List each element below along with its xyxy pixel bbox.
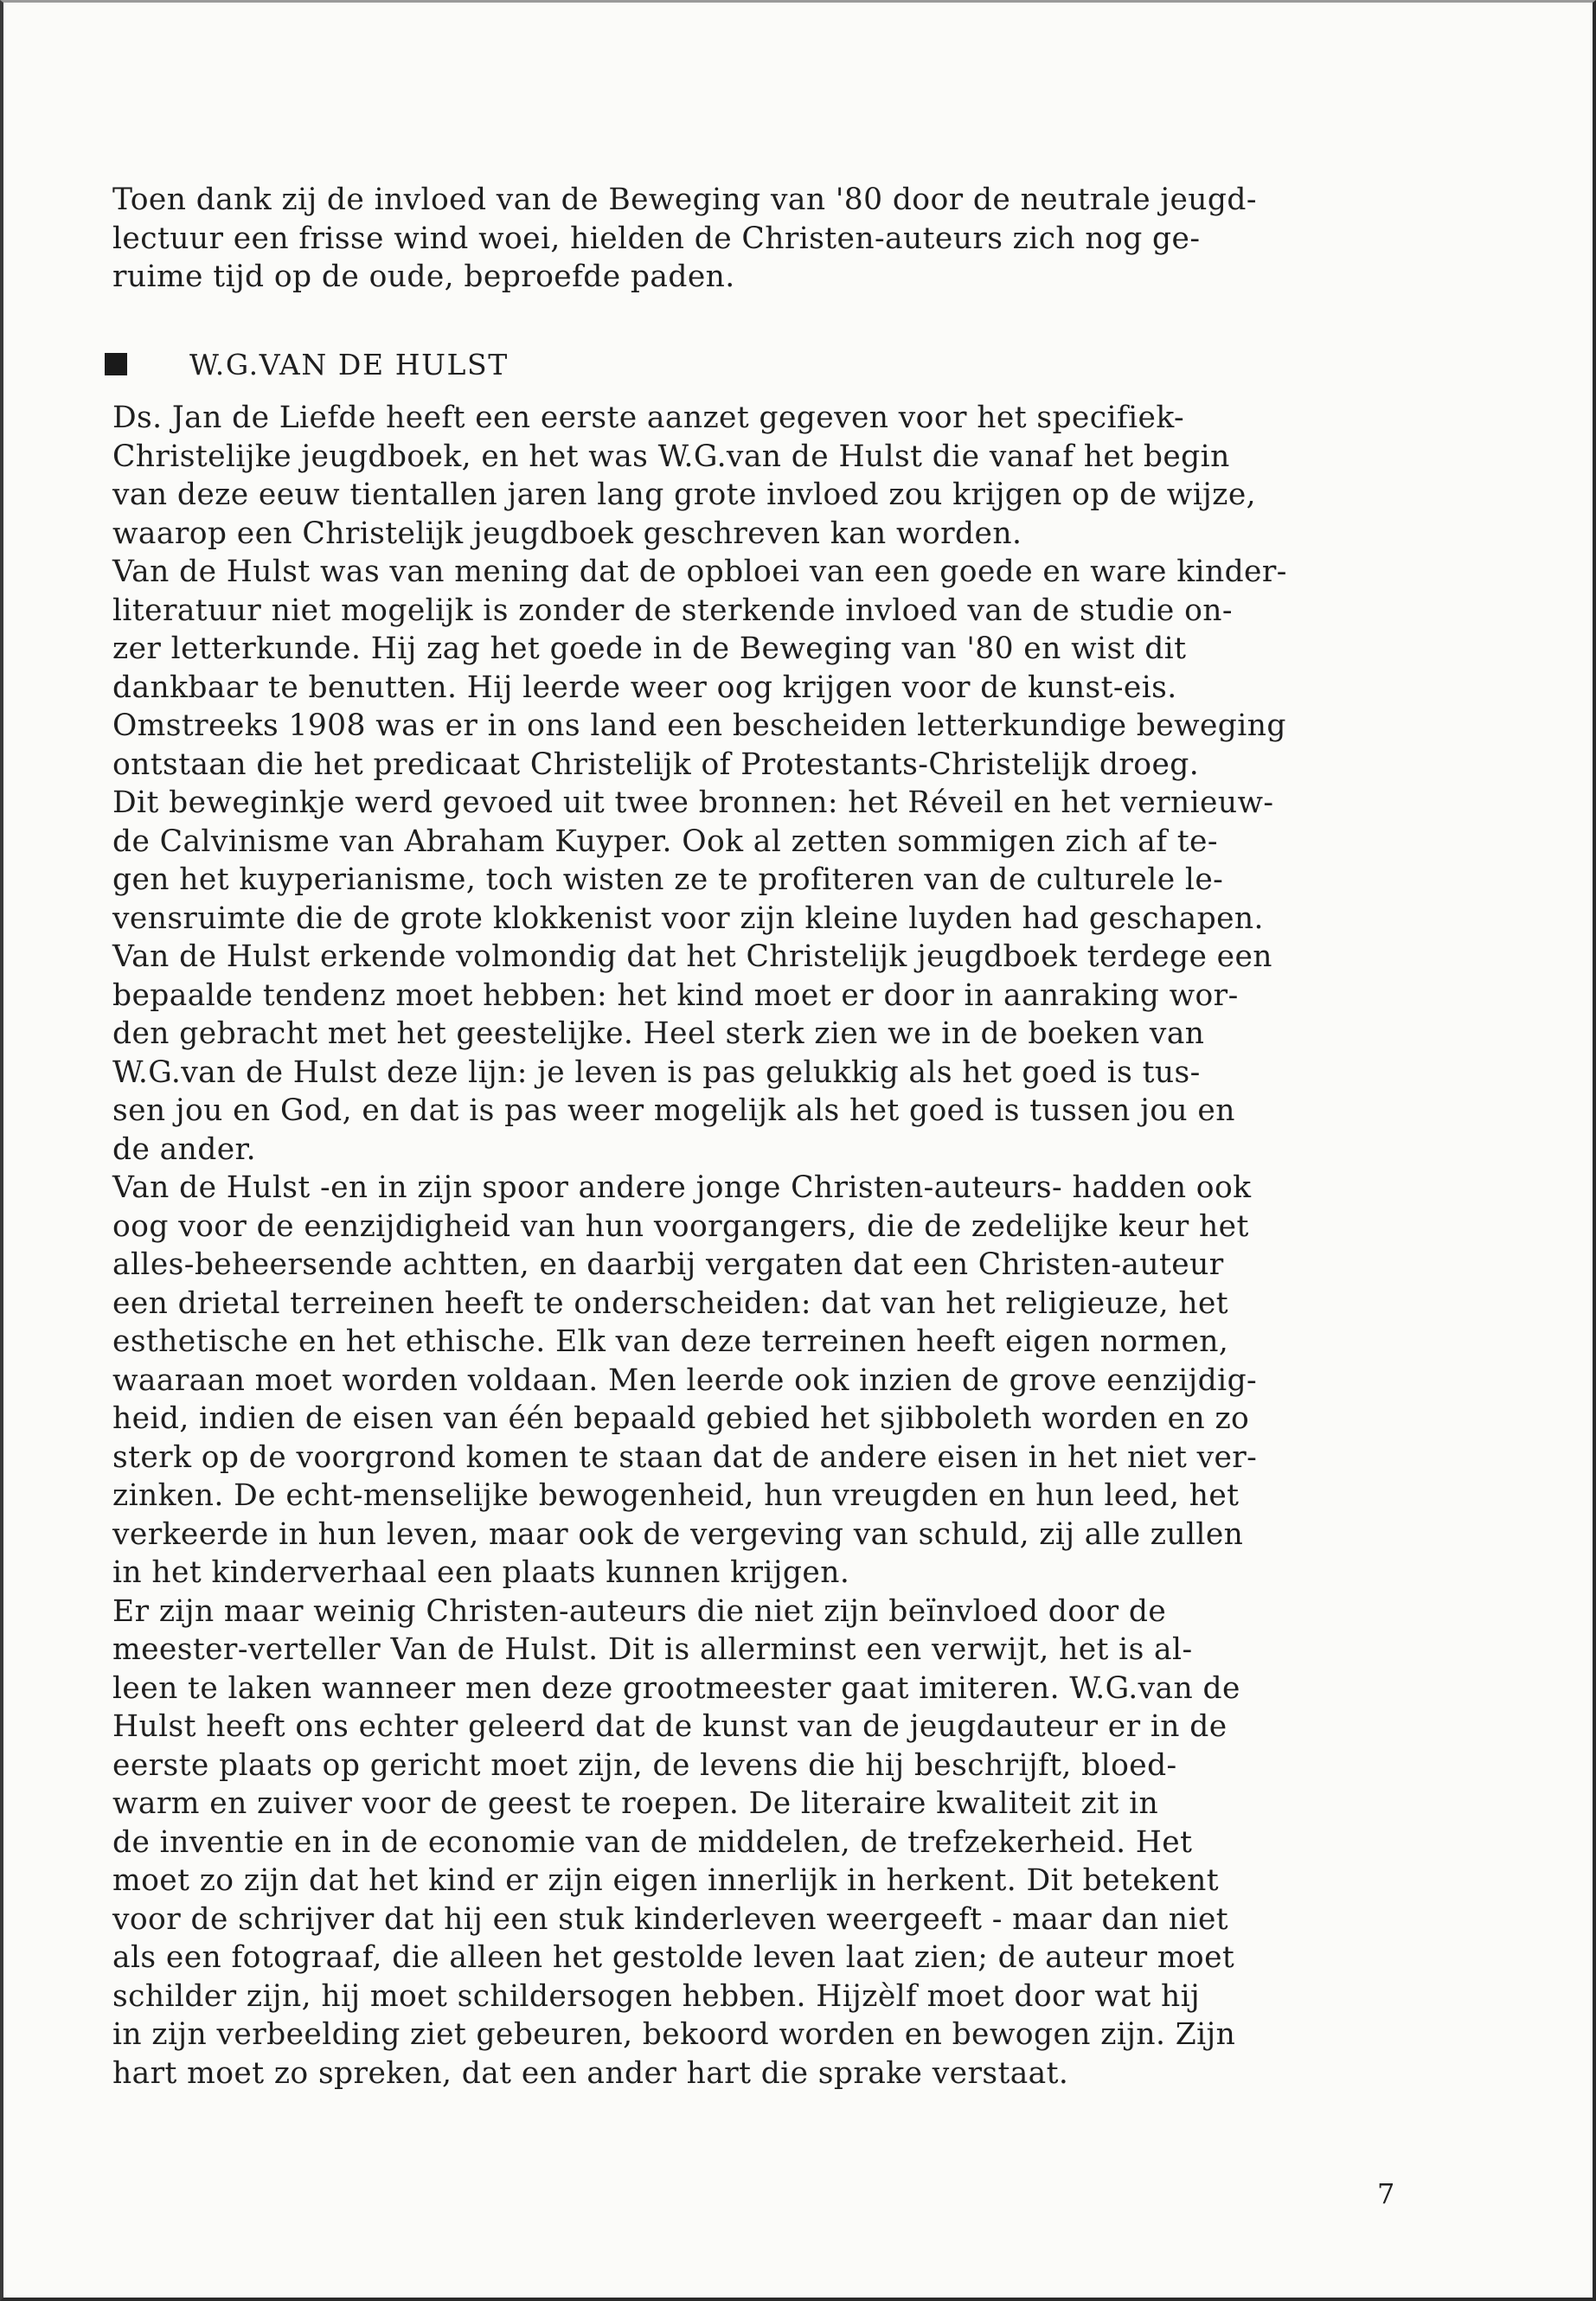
text-line: vensruimte die de grote klokkenist voor zijn kleine luyden had geschapen. bbox=[112, 901, 1264, 936]
intro-paragraph bbox=[112, 181, 1410, 297]
text-line: Van de Hulst was van mening dat de opbloei van een goede en ware kinder- bbox=[112, 554, 1287, 589]
text-line: hart moet zo spreken, dat een ander hart die sprake verstaat. bbox=[112, 2055, 1069, 2091]
text-line: Omstreeks 1908 was er in ons land een bescheiden letterkundige beweging bbox=[112, 708, 1286, 743]
text-line: leen te laken wanneer men deze grootmeester gaat imiteren. W.G.van de bbox=[112, 1670, 1240, 1706]
text-line: meester-verteller Van de Hulst. Dit is allerminst een verwijt, het is al- bbox=[112, 1632, 1193, 1667]
text-line: van deze eeuw tientallen jaren lang grote invloed zou krijgen op de wijze, bbox=[112, 478, 1257, 512]
text-line: den gebracht met het geestelijke. Heel sterk zien we in de boeken van bbox=[112, 1016, 1205, 1051]
text-line: eerste plaats op gericht moet zijn, de levens die hij beschrijft, bloed- bbox=[112, 1747, 1177, 1783]
text-line: Dit beweginkje werd gevoed uit twee bronnen: het Réveil en het vernieuw- bbox=[112, 785, 1274, 820]
text-line: lectuur een frisse wind woei, hielden de Christen-auteurs zich nog ge- bbox=[112, 221, 1201, 256]
text-line: Ds. Jan de Liefde heeft een eerste aanzet gegeven voor het specifiek- bbox=[112, 401, 1185, 435]
text-line: in het kinderverhaal een plaats kunnen krijgen. bbox=[112, 1555, 850, 1590]
text-line: Van de Hulst -en in zijn spoor andere jonge Christen-auteurs- hadden ook bbox=[112, 1170, 1252, 1205]
text-line: warm en zuiver voor de geest te roepen. De literaire kwaliteit zit in bbox=[112, 1786, 1159, 1821]
text-line: de ander. bbox=[112, 1131, 257, 1167]
text-line: bepaalde tendenz moet hebben: het kind moet er door in aanraking wor- bbox=[112, 977, 1239, 1013]
text-line: alles-beheersende achtten, en daarbij vergaten dat een Christen-auteur bbox=[112, 1247, 1224, 1282]
text-line: de Calvinisme van Abraham Kuyper. Ook al zetten sommigen zich af te- bbox=[112, 824, 1218, 859]
text-line: Van de Hulst erkende volmondig dat het Christelijk jeugdboek terdege een bbox=[112, 939, 1272, 974]
text-line: in zijn verbeelding ziet gebeuren, bekoord worden en bewogen zijn. Zijn bbox=[112, 2017, 1236, 2052]
text-line: zinken. De echt-menselijke bewogenheid, hun vreugden en hun leed, het bbox=[112, 1478, 1240, 1513]
text-line: Christelijke jeugdboek, en het was W.G.van de Hulst die vanaf het begin bbox=[112, 439, 1230, 474]
text-line: ontstaan die het predicaat Christelijk of Protestants-Christelijk droeg. bbox=[112, 747, 1200, 782]
text-line: Er zijn maar weinig Christen-auteurs die niet zijn beïnvloed door de bbox=[112, 1593, 1167, 1629]
text-line: sterk op de voorgrond komen te staan dat de andere eisen in het niet ver- bbox=[112, 1439, 1258, 1475]
text-line: de inventie en in de economie van de middelen, de trefzekerheid. Het bbox=[112, 1824, 1193, 1860]
text-line: Toen dank zij de invloed van de Beweging van '80 door de neutrale jeugd- bbox=[112, 183, 1257, 217]
section-heading-text: W.G.VAN DE HULST bbox=[189, 347, 509, 381]
text-line: voor de schrijver dat hij een stuk kinderleven weergeeft - maar dan niet bbox=[112, 1901, 1229, 1937]
text-line: heid, indien de eisen van één bepaald gebied het sjibboleth worden en zo bbox=[112, 1401, 1250, 1436]
text-line: sen jou en God, en dat is pas weer mogelijk als het goed is tussen jou en bbox=[112, 1093, 1235, 1128]
text-line: waaraan moet worden voldaan. Men leerde ook inzien de grove eenzijdig- bbox=[112, 1362, 1258, 1398]
square-bullet-icon bbox=[105, 353, 127, 375]
text-line: waarop een Christelijk jeugdboek geschreven kan worden. bbox=[112, 516, 1022, 551]
text-line: moet zo zijn dat het kind er zijn eigen innerlijk in herkent. Dit betekent bbox=[112, 1863, 1220, 1898]
section-heading bbox=[105, 345, 509, 383]
text-line: W.G.van de Hulst deze lijn: je leven is pas gelukkig als het goed is tus- bbox=[112, 1054, 1201, 1090]
text-line: literatuur niet mogelijk is zonder de sterkende invloed van de studie on- bbox=[112, 593, 1233, 628]
body-text bbox=[112, 399, 1410, 2093]
text-line: zer letterkunde. Hij zag het goede in de Beweging van '80 en wist dit bbox=[112, 631, 1187, 666]
text-line: dankbaar te benutten. Hij leerde weer oog krijgen voor de kunst-eis. bbox=[112, 670, 1177, 705]
text-line: Hulst heeft ons echter geleerd dat de kunst van de jeugdauteur er in de bbox=[112, 1709, 1227, 1744]
text-line: als een fotograaf, die alleen het gestolde leven laat zien; de auteur moet bbox=[112, 1940, 1235, 1975]
page-number: 7 bbox=[1377, 2177, 1395, 2210]
text-line: oog voor de eenzijdigheid van hun voorgangers, die de zedelijke keur het bbox=[112, 1208, 1249, 1244]
text-line: ruime tijd op de oude, beproefde paden. bbox=[112, 260, 735, 294]
text-line: een drietal terreinen heeft te onderscheiden: dat van het religieuze, het bbox=[112, 1285, 1229, 1321]
text-line: esthetische en het ethische. Elk van deze terreinen heeft eigen normen, bbox=[112, 1324, 1229, 1359]
text-line: gen het kuyperianisme, toch wisten ze te profiteren van de culturele le- bbox=[112, 862, 1224, 897]
text-line: verkeerde in hun leven, maar ook de vergeving van schuld, zij alle zullen bbox=[112, 1516, 1244, 1552]
text-line: schilder zijn, hij moet schildersogen hebben. Hijzèlf moet door wat hij bbox=[112, 1978, 1201, 2014]
